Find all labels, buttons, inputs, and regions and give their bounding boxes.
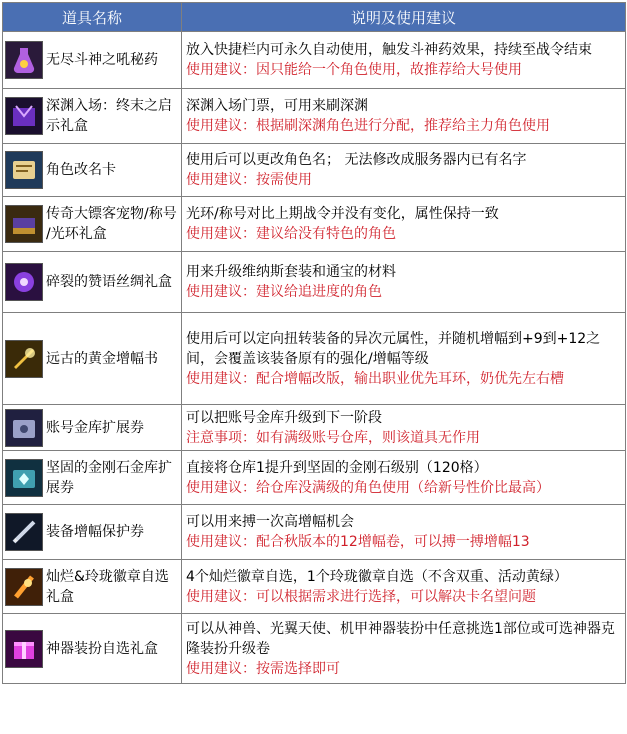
table-row xyxy=(3,252,626,313)
item-name: 碎裂的赞语丝绸礼盒 xyxy=(46,274,172,290)
item-name: 深渊入场：终末之启示礼盒 xyxy=(46,98,172,134)
item-description: 使用后可以定向扭转装备的异次元属性，并随机增幅到+9到+12之间，会覆盖该装备原有的强化/增幅等级 xyxy=(186,330,601,367)
item-table xyxy=(2,2,626,684)
item-suggestion: 使用建议：根据刷深渊角色进行分配，推荐给主力角色使用 xyxy=(186,118,550,134)
gold-amplify-icon xyxy=(5,340,43,378)
item-description: 可以用来搏一次高增幅机会 xyxy=(186,514,354,530)
table-row xyxy=(3,32,626,89)
item-suggestion: 使用建议：按需使用 xyxy=(186,172,312,188)
diamond-vault-icon xyxy=(5,459,43,497)
item-description: 直接将仓库1提升到坚固的金刚石级别（120格） xyxy=(186,459,488,476)
item-description: 放入快捷栏内可永久自动使用，触发斗神药效果，持续至战令结束 xyxy=(186,42,592,58)
item-suggestion: 使用建议：配合秋版本的12增幅卷，可以搏一搏增幅13 xyxy=(186,534,530,550)
header-item-name: 道具名称 xyxy=(3,3,182,32)
item-description: 可以把账号金库升级到下一阶段 xyxy=(186,409,382,426)
table-row xyxy=(3,89,626,144)
item-suggestion: 使用建议：建议给没有特色的角色 xyxy=(186,226,396,242)
item-name: 坚固的金刚石金库扩展券 xyxy=(46,459,172,496)
table-row xyxy=(3,451,626,505)
table-row xyxy=(3,144,626,197)
item-description: 可以从神兽、光翼天使、机甲神器装扮中任意挑选1部位或可选神器克隆装扮升级卷 xyxy=(186,620,615,657)
item-suggestion: 使用建议：建议给追进度的角色 xyxy=(186,284,382,300)
item-name: 账号金库扩展券 xyxy=(46,419,144,436)
item-description: 深渊入场门票，可用来刷深渊 xyxy=(186,98,368,114)
protect-scroll-icon xyxy=(5,513,43,551)
table-row xyxy=(3,560,626,614)
item-suggestion: 使用建议：因只能给一个角色使用，故推荐给大号使用 xyxy=(186,62,522,78)
item-name: 装备增幅保护券 xyxy=(46,524,144,540)
item-description: 使用后可以更改角色名； 无法修改成服务器内已有名字 xyxy=(186,152,527,168)
item-suggestion: 使用建议：给仓库没满级的角色使用（给新号性价比最高） xyxy=(186,479,550,496)
table-row xyxy=(3,405,626,451)
table-row xyxy=(3,505,626,560)
item-name: 角色改名卡 xyxy=(46,162,116,178)
item-name: 灿烂&玲珑徽章自选礼盒 xyxy=(46,568,169,605)
item-suggestion: 使用建议：按需选择即可 xyxy=(186,660,340,677)
table-header xyxy=(3,3,626,32)
item-suggestion: 使用建议：配合增幅改版，输出职业优先耳环，奶优先左右槽 xyxy=(186,370,564,387)
abyss-box-icon xyxy=(5,97,43,135)
table-row xyxy=(3,197,626,252)
item-description: 光环/称号对比上期战令并没有变化，属性保持一致 xyxy=(186,206,499,222)
header-description: 说明及使用建议 xyxy=(182,3,626,32)
item-description: 用来升级维纳斯套装和通宝的材料 xyxy=(186,264,396,280)
table-row xyxy=(3,614,626,684)
silk-box-icon xyxy=(5,263,43,301)
item-name: 无尽斗神之吼秘药 xyxy=(46,52,158,68)
artifact-box-icon xyxy=(5,630,43,668)
item-description: 4个灿烂徽章自选，1个玲珑徽章自选（不含双重、活动黄绿） xyxy=(186,568,568,585)
purple-potion-icon xyxy=(5,41,43,79)
name-card-icon xyxy=(5,151,43,189)
item-suggestion: 注意事项：如有满级账号仓库，则该道具无作用 xyxy=(186,429,480,446)
item-suggestion: 使用建议：可以根据需求进行选择，可以解决卡名望问题 xyxy=(186,588,536,605)
pet-box-icon xyxy=(5,205,43,243)
item-name: 传奇大镖客宠物/称号 /光环礼盒 xyxy=(46,206,177,242)
table-row xyxy=(3,313,626,405)
item-name: 神器装扮自选礼盒 xyxy=(46,640,158,657)
emblem-box-icon xyxy=(5,568,43,606)
vault-icon xyxy=(5,409,43,447)
item-name: 远古的黄金增幅书 xyxy=(46,350,158,367)
